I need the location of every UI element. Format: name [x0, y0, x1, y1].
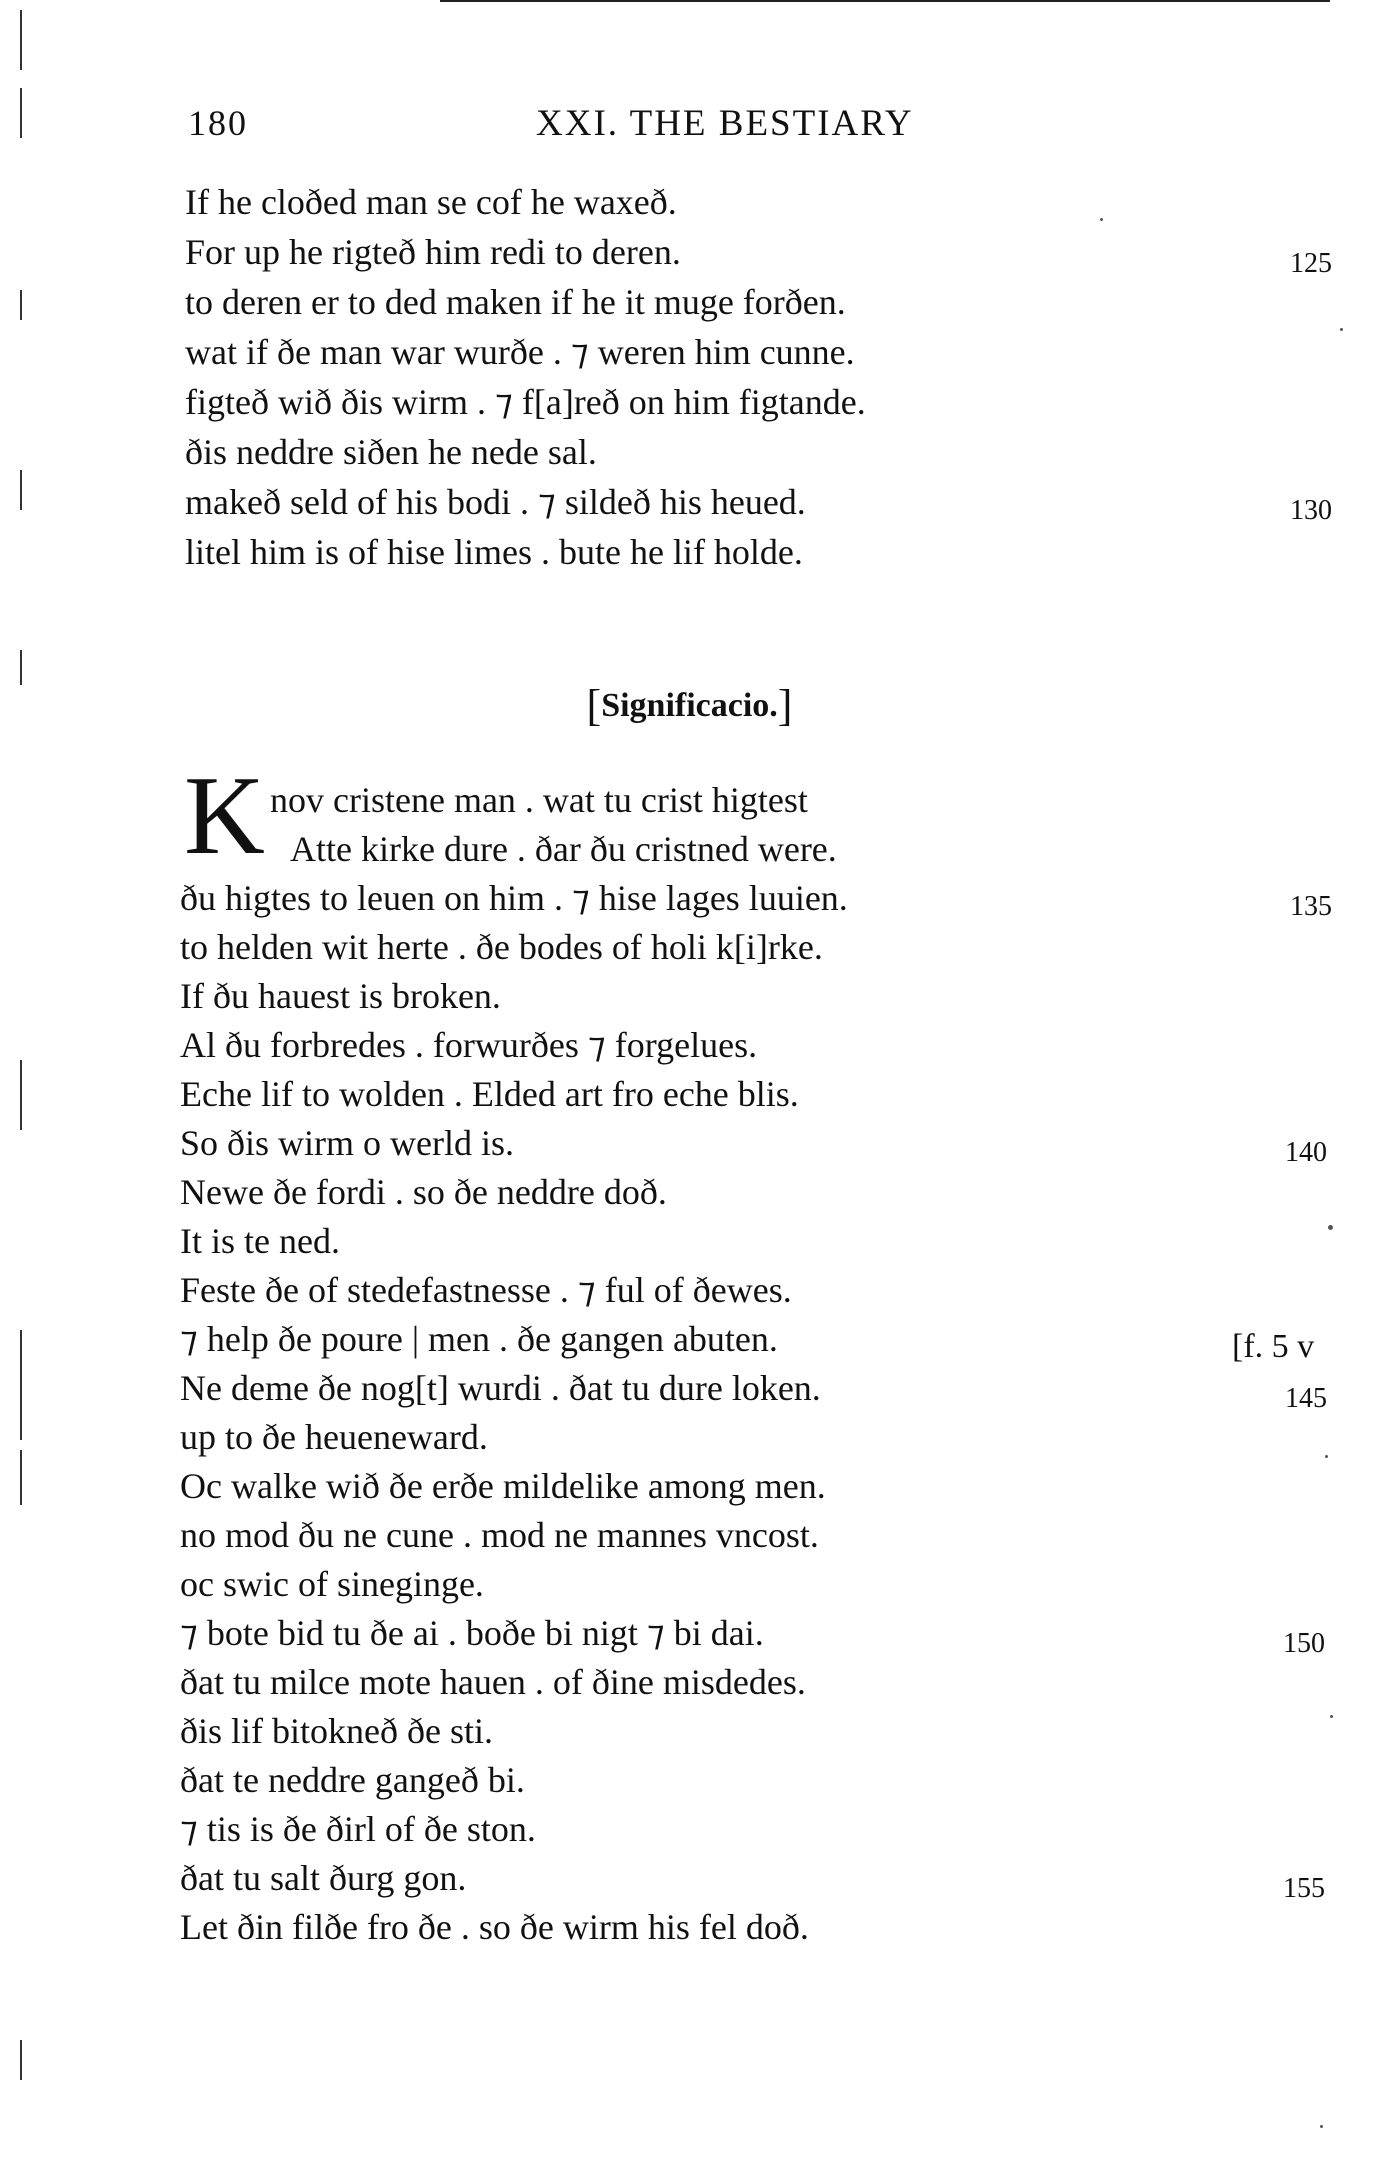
- verse-line: Newe ðe fordi . so ðe neddre doð.: [180, 1172, 667, 1212]
- page-number: 180: [188, 103, 248, 143]
- scan-edge-mark: [20, 10, 22, 70]
- verse-line: ðis neddre siðen he nede sal.: [185, 432, 597, 472]
- verse-line: ðat te neddre gangeð bi.: [180, 1760, 525, 1800]
- line-number: 145: [1285, 1383, 1327, 1414]
- scan-edge-mark: [20, 290, 22, 320]
- verse-line: nov cristene man . wat tu crist higtest: [270, 780, 808, 820]
- verse-line: to deren er to ded maken if he it muge forðen.: [185, 282, 846, 322]
- verse-line: up to ðe heueneward.: [180, 1417, 488, 1457]
- verse-line: Al ðu forbredes . forwurðes ⁊ forgelues.: [180, 1025, 758, 1065]
- scan-speck: [1340, 328, 1343, 331]
- folio-marker: [f. 5 v: [1232, 1328, 1315, 1365]
- scan-speck: [1320, 2125, 1323, 2128]
- verse-line: ðis lif bitokneð ðe sti.: [180, 1711, 493, 1751]
- verse-line: wat if ðe man war wurðe . ⁊ weren him cunne.: [185, 332, 855, 372]
- verse-line: figteð wið ðis wirm . ⁊ f[a]reð on him figtande.: [185, 382, 866, 422]
- scan-speck: [1325, 1455, 1328, 1458]
- verse-line: Oc walke wið ðe erðe mildelike among men.: [180, 1466, 826, 1506]
- verse-line: Ne deme ðe nog[t] wurdi . ðat tu dure loken.: [180, 1368, 821, 1408]
- verse-line: If ðu hauest is broken.: [180, 976, 501, 1016]
- drop-cap: K: [184, 754, 265, 878]
- verse-line: Eche lif to wolden . Elded art fro eche blis.: [180, 1074, 799, 1114]
- verse-line: makeð seld of his bodi . ⁊ sildeð his heued.: [185, 482, 806, 522]
- verse-line: Feste ðe of stedefastnesse . ⁊ ful of ðewes.: [180, 1270, 792, 1310]
- scan-edge-mark: [20, 1450, 22, 1505]
- verse-line: ⁊ tis is ðe ðirl of ðe ston.: [180, 1809, 536, 1849]
- section-heading: [0, 680, 1379, 731]
- line-number: 130: [1290, 495, 1332, 526]
- line-number: 125: [1290, 248, 1332, 279]
- scan-edge-mark: [20, 1060, 22, 1130]
- scan-edge-mark: [20, 1330, 22, 1440]
- scan-edge-mark: [20, 88, 22, 138]
- scan-top-rule: [440, 0, 1330, 2]
- verse-line: ðat tu milce mote hauen . of ðine misdedes.: [180, 1662, 806, 1702]
- verse-line: no mod ðu ne cune . mod ne mannes vncost.: [180, 1515, 819, 1555]
- verse-line: litel him is of hise limes . bute he lif holde.: [185, 532, 803, 572]
- line-number: 150: [1283, 1628, 1325, 1659]
- verse-line: ⁊ help ðe poure | men . ðe gangen abuten.: [180, 1319, 778, 1359]
- running-title: XXI. THE BESTIARY: [536, 103, 914, 144]
- verse-line: oc swic of sineginge.: [180, 1564, 484, 1604]
- heading-bracket-open: [: [586, 681, 602, 730]
- verse-line: ⁊ bote bid tu ðe ai . boðe bi nigt ⁊ bi dai.: [180, 1613, 764, 1653]
- line-number: 135: [1290, 891, 1332, 922]
- line-number: 140: [1285, 1137, 1327, 1168]
- scan-speck: [1100, 218, 1103, 221]
- verse-line: If he cloðed man se cof he waxeð.: [185, 182, 677, 222]
- scan-edge-mark: [20, 2040, 22, 2080]
- scan-edge-mark: [20, 470, 22, 510]
- verse-line: ðu higtes to leuen on him . ⁊ hise lages luuien.: [180, 878, 848, 918]
- scan-speck: [1328, 1225, 1333, 1230]
- verse-line: to helden wit herte . ðe bodes of holi k[i]rke.: [180, 927, 823, 967]
- verse-line: For up he rigteð him redi to deren.: [185, 232, 681, 272]
- verse-line: ðat tu salt ðurg gon.: [180, 1858, 467, 1898]
- verse-line: Atte kirke dure . ðar ðu cristned were.: [290, 829, 837, 869]
- verse-line: It is te ned.: [180, 1221, 340, 1261]
- heading-text: Significacio.: [601, 687, 778, 724]
- heading-bracket-close: ]: [777, 681, 793, 730]
- verse-line: So ðis wirm o werld is.: [180, 1123, 515, 1163]
- scan-speck: [1330, 1715, 1333, 1718]
- verse-line: Let ðin filðe fro ðe . so ðe wirm his fel doð.: [180, 1907, 809, 1947]
- line-number: 155: [1283, 1873, 1325, 1904]
